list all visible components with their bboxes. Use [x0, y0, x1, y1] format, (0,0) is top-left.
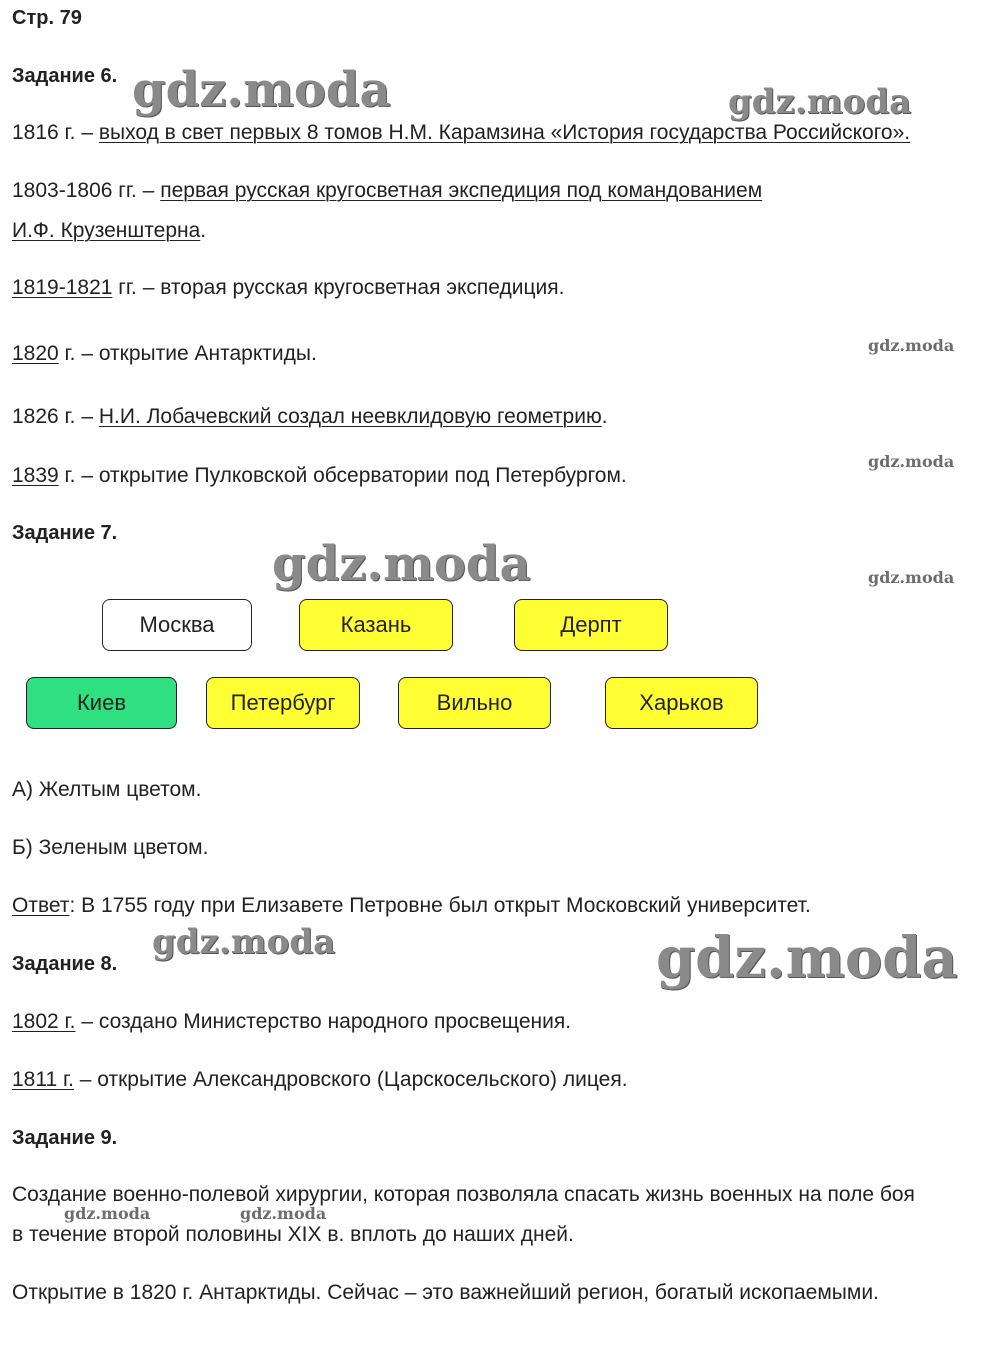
city-box-kazan — [299, 599, 453, 651]
city-label: Харьков — [639, 690, 724, 715]
date: 1826 г. – — [12, 405, 93, 428]
event-text: г. – открытие Антарктиды. — [58, 342, 317, 365]
task7-title: Задание 7. — [12, 522, 118, 544]
event-text: – создано Министерство народного просвещения. — [75, 1010, 572, 1033]
event-text: гг. – вторая русская кругосветная экспедиция. — [112, 276, 565, 299]
answer-label: Ответ — [12, 894, 70, 917]
task6-title: Задание 6. — [12, 65, 118, 87]
task6-line-1 — [12, 120, 910, 146]
watermark-logo: gdz.moda — [240, 1204, 327, 1223]
date: 1811 г. — [12, 1068, 74, 1091]
event-text: г. – открытие Пулковской обсерватории под Петербургом. — [58, 464, 627, 487]
task9-title: Задание 9. — [12, 1127, 118, 1149]
event-text-cont: И.Ф. Крузенштерна — [12, 219, 201, 242]
date: 1839 — [12, 464, 59, 487]
watermark-logo: gdz.moda — [868, 568, 955, 587]
task8-line-2 — [12, 1067, 628, 1093]
task6-line-2-cont — [12, 218, 206, 244]
event-text: Н.И. Лобачевский создал неевклидовую геометрию — [98, 405, 602, 428]
city-label: Петербург — [230, 690, 336, 715]
task9-paragraph-2: Открытие в 1820 г. Антарктиды. Сейчас – это важнейший регион, богатый ископаемыми. — [12, 1281, 879, 1304]
date: 1816 г. – — [12, 121, 93, 144]
task6-line-6 — [12, 463, 627, 489]
date: 1820 — [12, 342, 59, 365]
watermark-logo: gdz.moda — [728, 82, 912, 122]
task9-paragraph-1-line-1: Создание военно-полевой хирургии, которая позволяла спасать жизнь военных на поле боя — [12, 1183, 915, 1206]
task6-line-2 — [12, 178, 762, 204]
task6-line-5 — [12, 404, 608, 430]
city-label: Вильно — [436, 690, 513, 715]
date: 1803-1806 гг. – — [12, 179, 155, 202]
watermark-logo: gdz.moda — [656, 925, 958, 991]
task7-answer — [12, 893, 811, 919]
city-box-kharkov — [605, 677, 758, 729]
event-text: первая русская кругосветная экспедиция под командованием — [160, 179, 763, 202]
city-box-moscow — [102, 599, 252, 651]
task6-line-4 — [12, 341, 317, 367]
city-box-vilno — [398, 677, 551, 729]
task8-title: Задание 8. — [12, 953, 118, 975]
period: . — [601, 405, 608, 428]
answer-text: : В 1755 году при Елизавете Петровне был открыт Московский университет. — [69, 894, 811, 917]
watermark-logo: gdz.moda — [152, 922, 336, 962]
city-box-peterburg — [206, 677, 360, 729]
task9-paragraph-1-line-2: в течение второй половины XIX в. вплоть до наших дней. — [12, 1223, 574, 1246]
task7-answer-a: А) Желтым цветом. — [12, 778, 202, 801]
event-text: – открытие Александровского (Царскосельского) лицея. — [73, 1068, 628, 1091]
watermark-logo: gdz.moda — [272, 536, 531, 592]
event-text: выход в свет первых 8 томов Н.М. Карамзина «История государства Российского». — [98, 121, 911, 144]
city-label: Киев — [76, 690, 127, 715]
period: . — [200, 219, 207, 242]
task8-line-1 — [12, 1009, 571, 1035]
watermark-logo: gdz.moda — [868, 452, 955, 471]
date: 1802 г. — [12, 1010, 76, 1033]
watermark-logo: gdz.moda — [868, 336, 955, 355]
city-box-derpt — [514, 599, 668, 651]
city-box-kiev — [26, 677, 177, 729]
city-label: Москва — [139, 612, 215, 637]
date: 1819-1821 — [12, 276, 113, 299]
watermark-logo: gdz.moda — [64, 1204, 151, 1223]
city-label: Дерпт — [560, 612, 622, 637]
task7-answer-b: Б) Зеленым цветом. — [12, 836, 209, 859]
task6-line-3 — [12, 275, 564, 301]
city-label: Казань — [340, 612, 412, 637]
watermark-logo: gdz.moda — [132, 62, 391, 118]
page-label: Стр. 79 — [12, 7, 82, 29]
